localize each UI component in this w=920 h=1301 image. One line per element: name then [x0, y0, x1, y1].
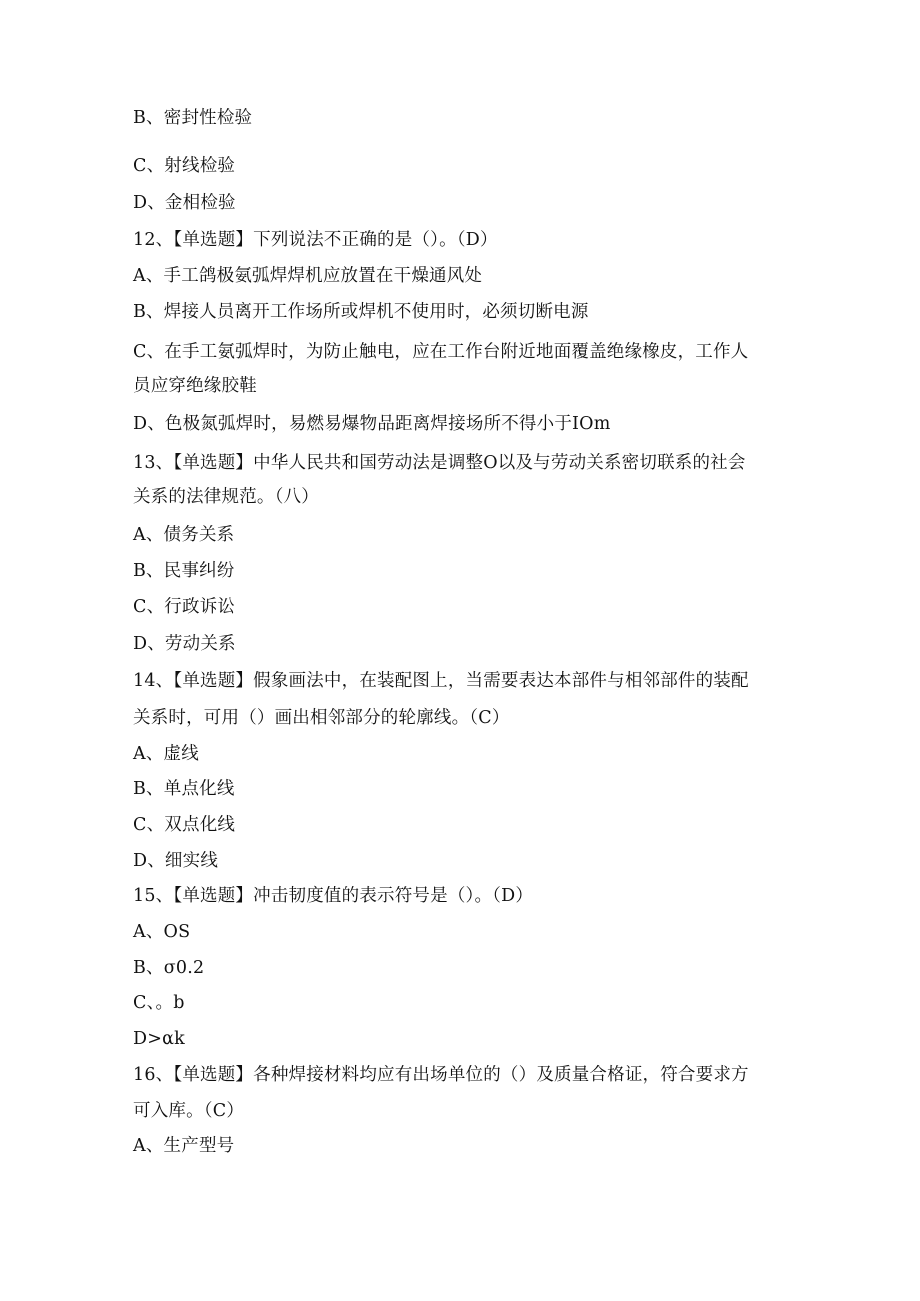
- question-14-line1: 14、【单选题】假象画法中，在装配图上，当需要表达本部件与相邻部件的装配: [133, 671, 749, 691]
- option-a-q14: A、虚线: [133, 744, 199, 764]
- question-13-line2: 关系的法律规范。（八）: [133, 487, 319, 507]
- question-12: 12、【单选题】下列说法不正确的是（）。（D）: [133, 230, 498, 250]
- option-d-q12: D、色极氮弧焊时，易燃易爆物品距离焊接场所不得小于IOm: [133, 414, 611, 434]
- question-14-line2: 关系时，可用（）画出相邻部分的轮廓线。（C）: [133, 708, 510, 728]
- option-c-q12-line2: 员应穿绝缘胶鞋: [133, 376, 257, 396]
- option-d-q14: D、细实线: [133, 851, 219, 871]
- option-b-q13: B、民事纠纷: [133, 561, 235, 581]
- question-15: 15、【单选题】冲击韧度值的表示符号是（）。（D）: [133, 886, 534, 906]
- option-d-q13: D、劳动关系: [133, 634, 236, 654]
- option-b-q15: B、σ0.2: [133, 958, 205, 978]
- question-13-line1: 13、【单选题】中华人民共和国劳动法是调整O以及与劳动关系密切联系的社会: [133, 453, 746, 473]
- option-c-q12-line1: C、在手工氨弧焊时，为防止触电，应在工作台附近地面覆盖绝缘橡皮，工作人: [133, 342, 749, 362]
- option-c-q13: C、行政诉讼: [133, 597, 236, 617]
- option-b-q14: B、单点化线: [133, 779, 235, 799]
- option-a-q15: A、OS: [133, 922, 191, 942]
- option-d-q11: D、金相检验: [133, 193, 236, 213]
- option-a-q16: A、生产型号: [133, 1136, 235, 1156]
- option-b-q11: B、密封性检验: [133, 108, 253, 128]
- option-b-q12: B、焊接人员离开工作场所或焊机不使用时，必须切断电源: [133, 302, 589, 322]
- option-d-q15: D>αk: [133, 1029, 185, 1049]
- option-a-q13: A、债务关系: [133, 525, 235, 545]
- option-c-q14: C、双点化线: [133, 815, 236, 835]
- option-c-q11: C、射线检验: [133, 156, 236, 176]
- option-a-q12: A、手工鸽极氨弧焊焊机应放置在干燥通风处: [133, 266, 483, 286]
- question-16-line2: 可入库。（C）: [133, 1101, 245, 1121]
- option-c-q15: C、。b: [133, 993, 185, 1013]
- question-16-line1: 16、【单选题】各种焊接材料均应有出场单位的（）及质量合格证，符合要求方: [133, 1065, 749, 1085]
